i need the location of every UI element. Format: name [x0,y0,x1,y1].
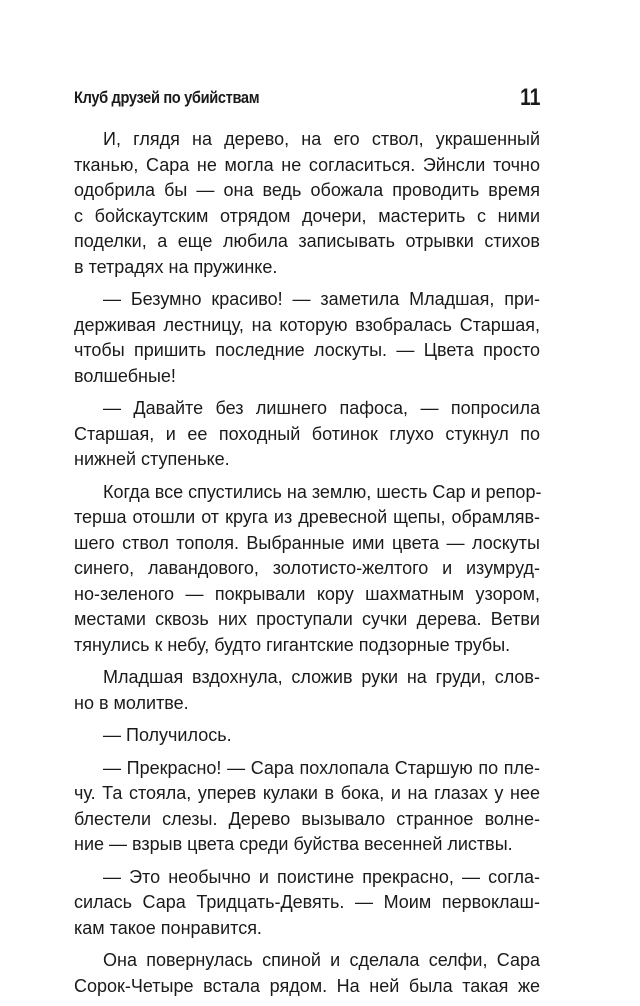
text-line: Старшая, и ее походный ботинок глухо стукнул по [74,423,540,444]
text-line: с бойскаутским отрядом дочери, мастерить с ними [74,205,540,226]
page-number: 11 [519,84,540,111]
text-line: одобрила бы — она ведь обожала проводить время [74,180,540,200]
text-line: кам такое понравится. [74,917,262,938]
text-line: — Давайте без лишнего пафоса, — попросила [103,398,540,418]
body-text [74,127,540,1006]
text-line: волшебные! [74,365,176,386]
text-line: — Это необычно и поистине прекрасно, — согла- [103,866,540,887]
paragraph [74,723,540,749]
text-line: — Прекрасно! — Сара похлопала Старшую по пле- [103,757,540,778]
text-line: Сорок-Четыре встала рядом. На ней была такая же [74,975,540,996]
running-header [74,86,540,112]
text-line: И, глядя на дерево, на его ствол, украшенный [103,129,540,149]
paragraph [74,480,540,659]
paragraph [74,756,540,858]
text-line: блестели слезы. Дерево вызывало странное волне- [74,808,540,829]
text-line: местами сквозь них проступали сучки дерева. Ветви [74,609,540,629]
text-line: в тетрадях на пружинке. [74,256,278,277]
text-line: но-зеленого — покрывали кору шахматным узором, [74,583,540,604]
text-line: тканью, Сара не могла не согласиться. Эйнсли точно [74,154,540,175]
running-title: Клуб друзей по убийствам [74,88,260,107]
text-line: держивая лестницу, на которую взобралась Старшая, [74,314,540,335]
text-line: синего, лавандового, золотисто-желтого и изумруд- [74,558,540,578]
text-line: силась Сара Тридцать-Девять. — Моим первоклаш- [74,892,540,912]
text-line: чу. Та стояла, уперев кулаки в бока, и на глазах у нее [74,783,540,803]
text-line: Когда все спустились на землю, шесть Сар и репор- [103,481,542,502]
paragraph [74,127,540,280]
paragraph [74,865,540,942]
text-line: — Получилось. [103,725,232,745]
text-line: Младшая вздохнула, сложив руки на груди, слов- [103,667,540,687]
text-line: нижней ступеньке. [74,449,230,469]
text-line: но в молитве. [74,692,189,713]
text-line: чтобы пришить последние лоскуты. — Цвета просто [74,340,540,360]
paragraph [74,665,540,716]
text-line: Она повернулась спиной и сделала селфи, Сара [103,950,540,970]
text-line: поделки, а еще любила записывать отрывки стихов [74,231,540,251]
text-line: терша отошли от круга из древесной щепы, обрамляв- [74,507,540,527]
text-line: ние — взрыв цвета среди буйства весенней листвы. [74,834,513,854]
text-line: тянулись к небу, будто гигантские подзорные трубы. [74,634,511,655]
text-line: шего ствол тополя. Выбранные ими цвета — лоскуты [74,532,540,553]
paragraph [74,396,540,473]
paragraph [74,948,540,999]
text-line: — Безумно красиво! — заметила Младшая, при- [103,289,540,309]
paragraph [74,287,540,389]
